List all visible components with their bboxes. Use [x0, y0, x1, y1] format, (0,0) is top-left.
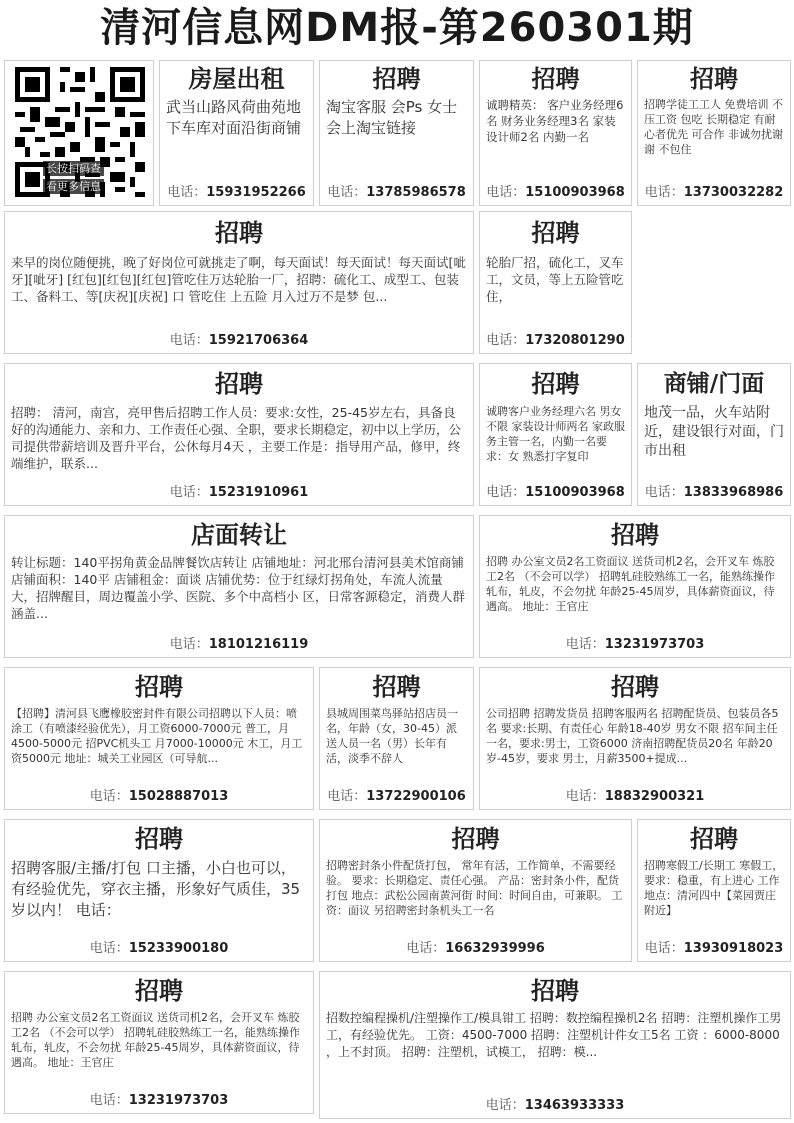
phone-number[interactable]: 17320801290 — [525, 333, 625, 348]
ad-body: 诚聘精英： 客户业务经理6名 财务业务经理3名 家装设计师2名 内勤一名 — [486, 98, 624, 144]
ad-card[interactable] — [479, 515, 791, 658]
phone-number[interactable]: 13231973703 — [604, 637, 705, 652]
ad-phone-row[interactable] — [480, 181, 631, 200]
phone-label: 电话： — [169, 637, 209, 652]
ad-body: 诚聘客户业务经理六名 男女不限 家装设计师两名 家政服务主管一名，内勤一名要求：女 熟悉打字复印 — [486, 405, 625, 463]
ad-heading: 招聘 — [135, 977, 183, 1005]
phone-label: 电话： — [169, 485, 209, 500]
page-title: 清河信息网DM报-第260301期 — [100, 5, 694, 51]
ad-body: 淘宝客服 会Ps 女士 会上淘宝链接 — [326, 98, 458, 137]
ad-card[interactable] — [4, 363, 474, 506]
ad-phone-row[interactable] — [320, 937, 631, 956]
ad-card[interactable] — [4, 515, 474, 658]
ad-body: 转让标题：140平拐角黄金品牌餐饮店转让 店铺地址：河北邢台清河县美术馆商铺 店铺面积：140平 店铺租金：面谈 店铺优势：位于红绿灯拐角处，车流人流量大，招牌醒目，周边覆盖小学、医院、多个中高档小 区，日常客源稳定，消费人群涵盖... — [11, 555, 465, 621]
ad-body: 武当山路风荷曲苑地下车库对面沿街商铺 — [166, 98, 302, 137]
ad-phone-row[interactable] — [320, 1094, 790, 1113]
ad-heading: 房屋出租 — [188, 65, 285, 93]
ad-body: 招数控编程操机/注塑操作工/模具钳工 招聘：数控编程操机2名 招聘：注塑机操作工男工，有经验优先。 工资：4500-7000 招聘：注塑机计件女工5名 工资 ：6000-8000 ，上不封顶。 招聘：注塑机，试模工， 招聘：模... — [326, 1011, 782, 1059]
phone-label: 电话： — [167, 185, 207, 200]
ad-body: 地茂一品，火车站附近，建设银行对面，门市出租 — [644, 405, 784, 459]
phone-label: 电话： — [485, 1098, 525, 1113]
phone-number[interactable]: 15100903968 — [525, 185, 625, 200]
phone-number[interactable]: 16632939996 — [445, 941, 545, 956]
ad-phone-row[interactable] — [160, 181, 313, 200]
ad-heading: 招聘 — [611, 673, 659, 701]
ad-card[interactable] — [319, 819, 632, 962]
ad-heading: 招聘 — [215, 370, 263, 398]
ad-phone-row[interactable] — [5, 329, 473, 348]
ad-heading: 招聘 — [135, 673, 183, 701]
ad-heading: 店面转让 — [191, 521, 287, 549]
ad-card[interactable] — [319, 971, 791, 1119]
ad-phone-row[interactable] — [320, 181, 473, 200]
ad-phone-row[interactable] — [638, 937, 790, 956]
ad-card[interactable] — [319, 60, 474, 206]
phone-number[interactable]: 13930918023 — [683, 941, 784, 956]
ad-heading: 招聘 — [451, 825, 500, 853]
ad-heading: 招聘 — [135, 825, 183, 853]
ad-card[interactable] — [637, 60, 791, 206]
phone-label: 电话： — [486, 185, 526, 200]
ad-body: 公司招聘 招聘发货员 招聘客服两名 招聘配货员、包装员各5名 要求:长期、有责任心 年龄18-40岁 男女不限 招车间主任一名，要求:男士，工资6000 济南招聘配货员20名 年龄20岁-45岁，要求 男士，月薪3500+提成... — [486, 707, 779, 765]
phone-number[interactable]: 13730032282 — [683, 185, 784, 200]
ad-card[interactable] — [159, 60, 314, 206]
ad-body: 县城周围菜鸟驿站招店员一名，年龄（女，30-45）派送人员一名（男）长年有活，淡季不辞人 — [326, 707, 458, 765]
phone-label: 电话： — [327, 789, 367, 804]
phone-number[interactable]: 13785986578 — [366, 185, 466, 200]
phone-number[interactable]: 15028887013 — [128, 789, 229, 804]
ad-heading: 招聘 — [531, 977, 579, 1005]
ad-body: 来早的岗位随便挑，晚了好岗位可就挑走了啊，每天面试！每天面试！每天面试[呲牙][呲牙] [红包][红包][红包]管吃住万达轮胎一厂，招聘：硫化工、成型工、包装工、备料工、等[庆祝][庆祝] 口 管吃住 上五险 月入过万不是梦 包... — [11, 255, 466, 304]
phone-label: 电话： — [89, 789, 129, 804]
ad-phone-row[interactable] — [320, 785, 473, 804]
ad-heading: 招聘 — [690, 65, 738, 93]
ad-card[interactable] — [319, 667, 474, 810]
phone-label: 电话： — [486, 333, 526, 348]
phone-number[interactable]: 15100903968 — [525, 485, 625, 500]
ad-body: 招聘寒假工/长期工 寒假工，要求：稳重，有上进心 工作地点：清河四中【菜园贾庄附近】 — [644, 859, 784, 917]
ad-card[interactable] — [4, 971, 314, 1114]
phone-number[interactable]: 13833968986 — [683, 485, 784, 500]
ad-body: 轮胎厂招，硫化工，叉车工，文员，等上五险管吃住， — [486, 255, 624, 304]
phone-label: 电话： — [169, 333, 209, 348]
phone-number[interactable]: 15231910961 — [208, 485, 309, 500]
ad-heading: 招聘 — [372, 673, 421, 701]
ad-phone-row[interactable] — [5, 937, 313, 956]
ad-card[interactable] — [479, 60, 632, 206]
ad-phone-row[interactable] — [480, 633, 790, 652]
phone-label: 电话： — [565, 637, 605, 652]
qr-caption-line2: 看更多信息 — [43, 179, 104, 194]
phone-label: 电话： — [644, 485, 684, 500]
ad-heading: 招聘 — [215, 219, 263, 247]
ad-body: 招聘密封条小件配货打包， 常年有活，工作简单，不需要经验。 要求：长期稳定、责任心强。 产品：密封条小件，配货打包 地点：武松公园南黄河街 时间：时间自由，可兼职。 工资：面议 另招聘密封条机头工一名 — [326, 859, 623, 917]
phone-number[interactable]: 18101216119 — [208, 637, 309, 652]
phone-number[interactable]: 15233900180 — [128, 941, 229, 956]
ad-card[interactable] — [637, 819, 791, 962]
phone-label: 电话： — [486, 485, 526, 500]
phone-number[interactable]: 15931952266 — [206, 185, 306, 200]
qr-code-icon — [15, 67, 145, 197]
phone-label: 电话： — [565, 789, 605, 804]
ad-phone-row[interactable] — [5, 633, 473, 652]
phone-label: 电话： — [644, 941, 684, 956]
phone-label: 电话： — [644, 185, 684, 200]
qr-caption-line1: 长按扫码查 — [43, 161, 104, 176]
ad-body: 招聘 办公室文员2名工资面议 送货司机2名，会开叉车 炼胶工2名 （不会可以学） 招聘轧硅胶熟练工一名，能熟练操作轧布，轧皮，不会勿扰 年龄25-45周岁，具体薪资面议，待遇高。 地址：王官庄 — [486, 555, 775, 613]
ad-phone-row[interactable] — [5, 785, 313, 804]
phone-number[interactable]: 13231973703 — [128, 1093, 229, 1108]
ad-body: 招聘学徒工工人 免费培训 不压工资 包吃 长期稳定 有耐心者优先 可合作 非诚勿扰谢谢 不包住 — [644, 98, 783, 156]
phone-number[interactable]: 13722900106 — [366, 789, 466, 804]
phone-label: 电话： — [89, 941, 129, 956]
phone-number[interactable]: 15921706364 — [208, 333, 309, 348]
ad-card[interactable] — [479, 211, 632, 354]
ad-card[interactable] — [4, 667, 314, 810]
ad-phone-row[interactable] — [638, 481, 790, 500]
ad-heading: 招聘 — [611, 521, 659, 549]
phone-label: 电话： — [89, 1093, 129, 1108]
ad-card[interactable] — [479, 667, 791, 810]
ad-card[interactable] — [637, 363, 791, 506]
ad-phone-row[interactable] — [480, 785, 790, 804]
ad-phone-row[interactable] — [5, 1089, 313, 1108]
qr-code-panel[interactable] — [4, 60, 154, 206]
ad-phone-row[interactable] — [638, 181, 790, 200]
ad-heading: 招聘 — [690, 825, 738, 853]
ad-card[interactable] — [479, 363, 632, 506]
ad-heading: 招聘 — [372, 65, 421, 93]
ad-heading: 招聘 — [531, 219, 580, 247]
ad-card[interactable] — [4, 211, 474, 354]
ad-body: 招聘客服/主播/打包 口主播，小白也可以，有经验优先，穿衣主播，形象好气质佳，35岁以内！ 电话： — [11, 859, 301, 919]
ad-card[interactable] — [4, 819, 314, 962]
phone-label: 电话： — [327, 185, 367, 200]
phone-number[interactable]: 18832900321 — [604, 789, 705, 804]
ad-heading: 招聘 — [531, 65, 580, 93]
phone-number[interactable]: 13463933333 — [524, 1098, 625, 1113]
ad-phone-row[interactable] — [5, 481, 473, 500]
ad-phone-row[interactable] — [480, 481, 631, 500]
ad-body: 【招聘】清河县飞鹰橡胶密封件有限公司招聘以下人员：喷涂工（有喷漆经验优先），月工资6000-7000元 普工，月4500-5000元 招PVC机头工 月7000-10000元 木工，月工资5000元 地址：城关工业园区（可导航... — [11, 707, 303, 765]
phone-label: 电话： — [406, 941, 446, 956]
ad-body: 招聘： 清河，南宫，亮甲售后招聘工作人员：要求:女性，25-45岁左右，具备良好的沟通能力、亲和力、工作责任心强、全职，要求长期稳定，初中以上学历，公司提供带薪培训及晋升平台，公休每月4天 ，主要工作是：指导用产品，修甲，终端维护，联系... — [11, 405, 462, 471]
ad-heading: 商铺/门面 — [663, 371, 765, 397]
ad-body: 招聘 办公室文员2名工资面议 送货司机2名，会开叉车 炼胶工2名 （不会可以学） 招聘轧硅胶熟练工一名，能熟练操作轧布，轧皮，不会勿扰 年龄25-45周岁，具体薪资面议，待遇高。 地址：王官庄 — [11, 1011, 300, 1069]
ad-heading: 招聘 — [531, 370, 580, 398]
ad-phone-row[interactable] — [480, 329, 631, 348]
